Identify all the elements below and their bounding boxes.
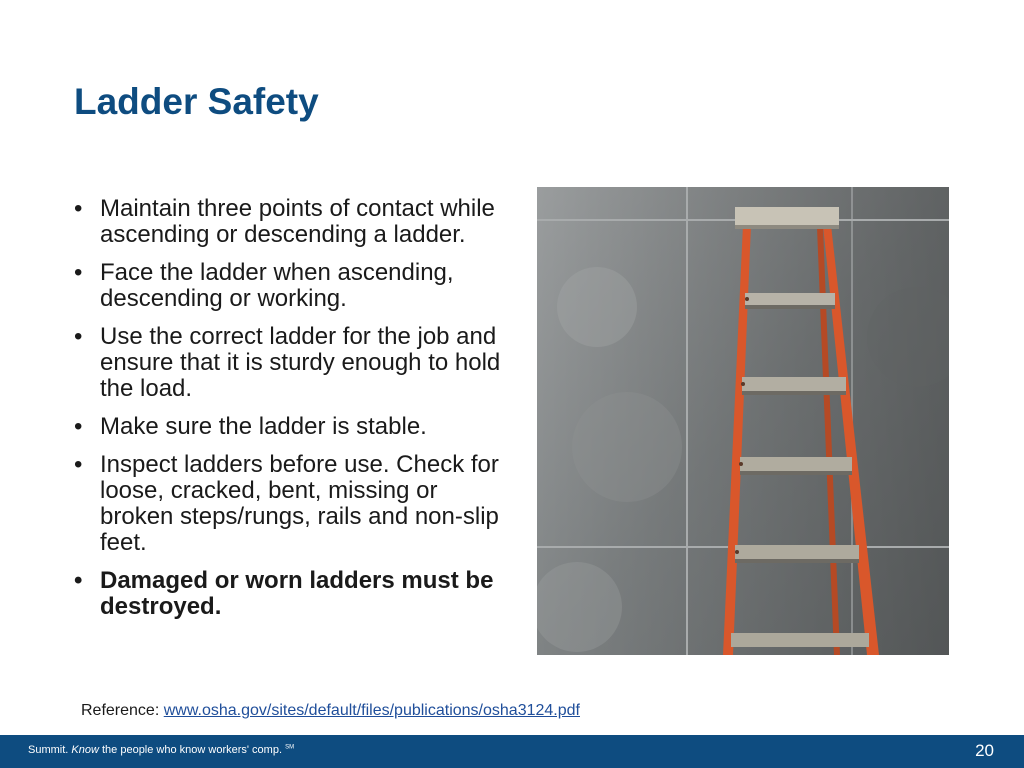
footer-brand: Summit.	[28, 744, 69, 756]
service-mark: SM	[285, 744, 295, 751]
bullet-list	[74, 196, 514, 632]
slide-title: Ladder Safety	[74, 81, 319, 122]
ladder-illustration	[537, 187, 949, 655]
bullet-item: • Maintain three points of contact while ascending or descending a ladder.	[74, 196, 514, 248]
bullet-item-emphasis: • Damaged or worn ladders must be destroyed.	[74, 568, 514, 620]
footer-tagline-rest: the people who know workers' comp.	[98, 744, 286, 756]
reference-line	[81, 702, 580, 720]
footer-bar	[0, 735, 1024, 768]
page-number: 20	[975, 741, 994, 760]
footer-know: Know	[71, 744, 99, 756]
reference-label: Reference:	[81, 702, 164, 719]
reference-link[interactable]: www.osha.gov/sites/default/files/publications/osha3124.pdf	[163, 702, 580, 719]
ladder-photo	[537, 187, 949, 655]
bullet-item: • Use the correct ladder for the job and ensure that it is sturdy enough to hold the load.	[74, 324, 514, 402]
bullet-item: • Face the ladder when ascending, descending or working.	[74, 260, 514, 312]
footer-tagline	[28, 744, 294, 756]
bullet-item: • Make sure the ladder is stable.	[74, 414, 514, 440]
bullet-item: • Inspect ladders before use. Check for loose, cracked, bent, missing or broken steps/rungs, rails and non-slip feet.	[74, 452, 514, 556]
